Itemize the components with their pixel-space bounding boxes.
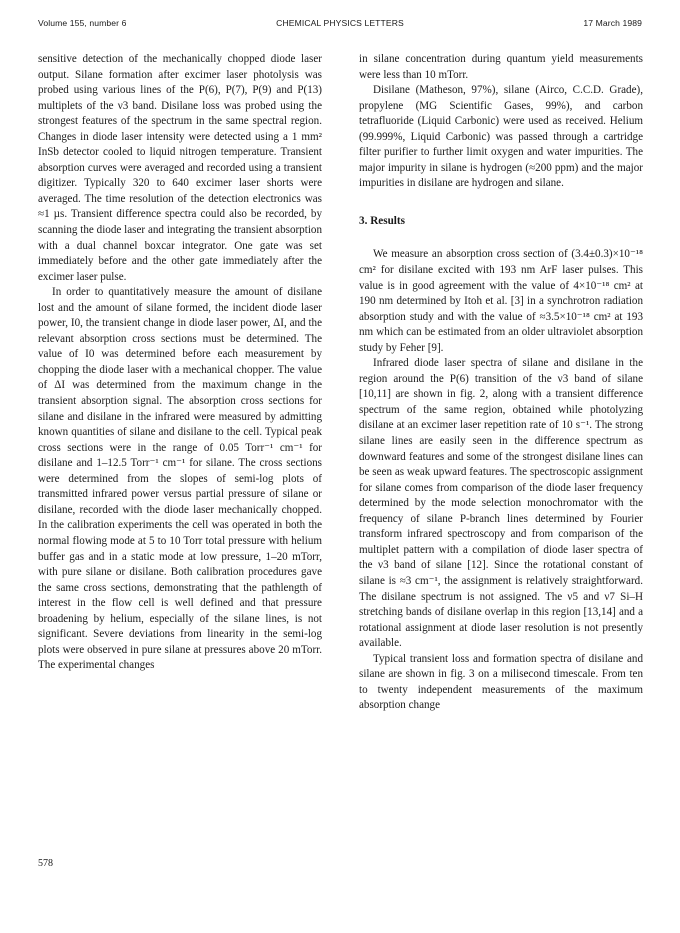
running-header (38, 18, 642, 32)
paragraph: In order to quantitatively measure the amount of disilane lost and the amount of silane formed, the incident diode laser power, I0, the transient change in diode laser power, ΔI, and the relevant absorption cross sections must be determined. The value of I0 was determined before each measurement by chopping the diode laser with a mechanical chopper. The value of ΔI was determined from the maximum change in the transient absorption signal. The absorption cross sections for silane and disilane in the infrared were measured by admitting known quantities of silane and disilane to the cell. Typical peak cross sections were in the range of 0.05 Torr⁻¹ cm⁻¹ for disilane and 1–12.5 Torr⁻¹ cm⁻¹ for silane. The cross sections were determined from the slopes of semi-log plots of transmitted infrared power versus partial pressure of silane or disilane, recorded with the diode laser mechanically chopped. In the calibration experiments the cell was operated in both the normal flowing mode at 5 to 10 Torr total pressure with helium buffer gas and in a static mode at low pressure, 1–20 mTorr, with pure silane or disilane. Both calibration procedures gave the same cross sections, demonstrating that the pathlength of interest in the flow cell is well defined and that pressure broadening by helium, especially of the silane lines, is not significant. Severe deviations from linearity in the semi-log plots were observed in pure silane at pressures above 20 mTorr. The experimental changes (38, 286, 322, 672)
page-number: 578 (38, 858, 53, 869)
issue-date: 17 March 1989 (583, 18, 642, 28)
paragraph: We measure an absorption cross section of (3.4±0.3)×10⁻¹⁸ cm² for disilane excited with 193 nm ArF laser pulses. This value is in good agreement with the value of 4×10⁻¹⁸ cm² at 190 nm determined by Itoh et al. [3] in a synchrotron radiation absorption study and with the value of ≈3.5×10⁻¹⁸ cm² at 193 nm which can be estimated from an older ultraviolet absorption study by Feher [9]. (359, 248, 643, 354)
left-column (38, 52, 322, 674)
right-column (359, 52, 643, 714)
paragraph: Disilane (Matheson, 97%), silane (Airco, C.C.D. Grade), propylene (MG Scientific Gases, 99%), and carbon tetrafluoride (Liquid Carbonic) were used as received. Helium (99.999%, Liquid Carbonic) was passed through a cartridge filter purifier to further limit oxygen and water impurities. The major impurity in silane is hydrogen (≈200 ppm) and the major impurities in disilane are hydrogen and silane. (359, 84, 643, 190)
section-heading: 3. Results (359, 214, 405, 227)
volume-issue: Volume 155, number 6 (38, 18, 127, 28)
paragraph: in silane concentration during quantum yield measurements were less than 10 mTorr. (359, 53, 643, 81)
paragraph: Typical transient loss and formation spectra of disilane and silane are shown in fig. 3 on a milisecond timescale. From ten to twenty independent measurements of the maximum absorption change (359, 652, 643, 712)
paragraph: sensitive detection of the mechanically chopped diode laser output. Silane formation after excimer laser photolysis was probed using various lines of the P(6), P(7), P(9) and P(13) multiplets of the ν3 band. Disilane loss was probed using the strongest features of the spectrum in the same spectral region. Changes in diode laser intensity were detected using a 1 mm² InSb detector cooled to liquid nitrogen temperature. Transient absorption curves were averaged and recorded using a transient digitizer. Typically 320 to 640 excimer laser shorts were averaged. The time resolution of the detection electronics was ≈1 µs. Transient difference spectra could also be recorded, by scanning the diode laser and integrating the transient absorption with a dual channel boxcar integrator. One gate was set immediately before and the other gate immediately after the excimer laser pulse. (38, 53, 322, 283)
journal-name: CHEMICAL PHYSICS LETTERS (276, 18, 404, 28)
paragraph: Infrared diode laser spectra of silane and disilane in the region around the P(6) transition of the ν3 band of silane [10,11] are shown in fig. 2, along with a transient difference spectrum of the same region, obtained while photolyzing disilane at an excimer laser repetition rate of 10 s⁻¹. The strong silane lines are easily seen in the difference spectrum as downward features and some of the strongest disilane lines can be seen as weak upward features. The spectroscopic assignment for silane comes from comparison of the diode laser frequency determined by the mode selection monochromator with the frequency of silane P-branch lines determined by Fourier transform infrared spectroscopy and from comparison of the multiplet pattern with a compilation of diode laser spectra of the ν3 band of silane [12]. Since the rotational constant of silane is ≈3 cm⁻¹, the assignment is relatively straightforward. The disilane spectrum is not assigned. The ν5 and ν7 Si–H stretching bands of disilane overlap in this region [13,14] and a rotational assignment at diode laser resolution is not presently available. (359, 357, 643, 650)
